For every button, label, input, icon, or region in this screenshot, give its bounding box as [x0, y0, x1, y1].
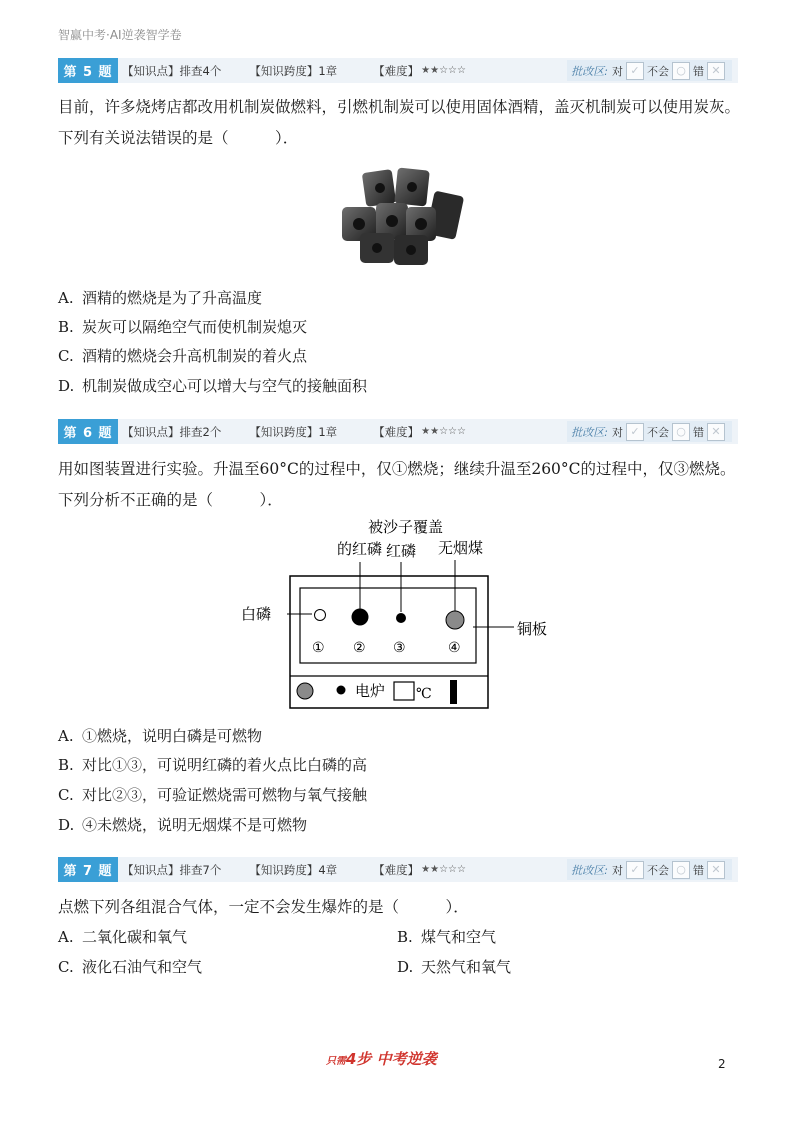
- label-covered-red-phosphorus-line1: 被沙子覆盖: [368, 518, 444, 536]
- knowledge-points: 【知识点】排查7个: [122, 862, 222, 877]
- grading-area: [567, 859, 732, 880]
- question-5-stem: 目前，许多烧烤店都改用机制炭做燃料，引燃机制炭可以使用固体酒精，盖灭机制炭可以使用炭灰。下列有关说法错误的是（ ）．: [58, 98, 741, 147]
- covered-red-phosphorus-marker: [352, 609, 369, 626]
- white-phosphorus-marker: [315, 610, 326, 621]
- marker-number-3: ③: [393, 640, 406, 656]
- wrong-label: 错: [693, 863, 704, 877]
- unknown-checkbox[interactable]: ○: [672, 62, 690, 80]
- question-6-option-a[interactable]: A. ①燃烧，说明白磷是可燃物: [58, 727, 263, 745]
- marker-number-4: ④: [448, 640, 461, 656]
- question-6-infobar: [58, 419, 738, 444]
- experiment-diagram: [238, 514, 558, 710]
- question-5-infobar: [58, 58, 738, 83]
- knowledge-span: 【知识跨度】4章: [249, 862, 338, 877]
- correct-checkbox[interactable]: ✓: [626, 423, 644, 441]
- grading-label: 批改区:: [571, 863, 608, 877]
- grading-label: 批改区:: [571, 64, 608, 78]
- knowledge-points: 【知识点】排查4个: [122, 63, 222, 78]
- question-6-option-c[interactable]: C. 对比②③，可验证燃烧需可燃物与氧气接触: [58, 786, 368, 804]
- question-7-infobar: [58, 857, 738, 882]
- wrong-label: 错: [693, 64, 704, 78]
- label-covered-red-phosphorus-line2: 的红磷: [337, 540, 383, 558]
- stove-knob: [297, 683, 313, 699]
- difficulty-label: 【难度】: [373, 424, 420, 439]
- question-7-option-c[interactable]: C. 液化石油气和空气: [58, 958, 203, 976]
- charcoal-briquettes-image: [334, 163, 466, 267]
- wrong-checkbox[interactable]: ✕: [707, 62, 725, 80]
- correct-label: 对: [612, 425, 623, 439]
- question-6-option-d[interactable]: D. ④未燃烧，说明无烟煤不是可燃物: [58, 816, 308, 834]
- page-number: 2: [718, 1057, 726, 1071]
- label-celsius: ℃: [416, 686, 432, 702]
- grading-label: 批改区:: [571, 425, 608, 439]
- unknown-checkbox[interactable]: ○: [672, 861, 690, 879]
- wrong-checkbox[interactable]: ✕: [707, 861, 725, 879]
- difficulty-label: 【难度】: [373, 862, 420, 877]
- difficulty-label: 【难度】: [373, 63, 420, 78]
- question-7-option-d[interactable]: D. 天然气和氧气: [397, 958, 512, 976]
- unknown-checkbox[interactable]: ○: [672, 423, 690, 441]
- label-copper-plate: 铜板: [517, 620, 548, 638]
- marker-number-2: ②: [353, 640, 366, 656]
- marker-number-1: ①: [312, 640, 325, 656]
- question-7-option-a[interactable]: A. 二氧化碳和氧气: [58, 928, 188, 946]
- stove-indicator-light: [337, 686, 346, 695]
- label-white-phosphorus: 白磷: [241, 605, 272, 623]
- difficulty-stars: ★★☆☆☆: [421, 864, 466, 875]
- footer-logo: [326, 1048, 437, 1069]
- stove-switch: [450, 680, 457, 704]
- difficulty-stars: ★★☆☆☆: [421, 426, 466, 437]
- question-6-option-b[interactable]: B. 对比①③，可说明红磷的着火点比白磷的高: [58, 756, 368, 774]
- footer-slogan: 4步 中考逆袭: [346, 1050, 437, 1068]
- label-electric-stove: 电炉: [355, 682, 386, 700]
- grading-area: [567, 60, 732, 81]
- knowledge-span: 【知识跨度】1章: [249, 424, 338, 439]
- question-5-option-b[interactable]: B. 炭灰可以隔绝空气而使机制炭熄灭: [58, 318, 308, 336]
- label-red-phosphorus: 红磷: [386, 542, 417, 560]
- question-5-option-d[interactable]: D. 机制炭做成空心可以增大与空气的接触面积: [58, 377, 368, 395]
- question-5-option-a[interactable]: A. 酒精的燃烧是为了升高温度: [58, 289, 263, 307]
- question-6-stem: 用如图装置进行实验。升温至60°C的过程中，仅①燃烧；继续升温至260°C的过程中，仅③燃烧。下列分析不正确的是（ ）．: [58, 460, 736, 509]
- difficulty-stars: ★★☆☆☆: [421, 65, 466, 76]
- unknown-label: 不会: [647, 425, 669, 439]
- question-7-stem: 点燃下列各组混合气体，一定不会发生爆炸的是（ ）．: [58, 898, 469, 916]
- knowledge-points: 【知识点】排查2个: [122, 424, 222, 439]
- question-number: 第 6 题: [58, 419, 118, 444]
- running-header: 智赢中考·AI逆袭智学卷: [58, 28, 182, 42]
- correct-checkbox[interactable]: ✓: [626, 861, 644, 879]
- footer-slogan-small: 只需: [326, 1056, 346, 1067]
- anthracite-marker: [446, 611, 464, 629]
- knowledge-span: 【知识跨度】1章: [249, 63, 338, 78]
- temperature-display: [394, 682, 414, 700]
- wrong-checkbox[interactable]: ✕: [707, 423, 725, 441]
- unknown-label: 不会: [647, 863, 669, 877]
- label-anthracite: 无烟煤: [438, 539, 484, 557]
- unknown-label: 不会: [647, 64, 669, 78]
- wrong-label: 错: [693, 425, 704, 439]
- correct-label: 对: [612, 863, 623, 877]
- correct-checkbox[interactable]: ✓: [626, 62, 644, 80]
- grading-area: [567, 421, 732, 442]
- question-number: 第 5 题: [58, 58, 118, 83]
- question-number: 第 7 题: [58, 857, 118, 882]
- question-5-option-c[interactable]: C. 酒精的燃烧会升高机制炭的着火点: [58, 347, 308, 365]
- correct-label: 对: [612, 64, 623, 78]
- question-7-option-b[interactable]: B. 煤气和空气: [397, 928, 497, 946]
- red-phosphorus-marker: [396, 613, 406, 623]
